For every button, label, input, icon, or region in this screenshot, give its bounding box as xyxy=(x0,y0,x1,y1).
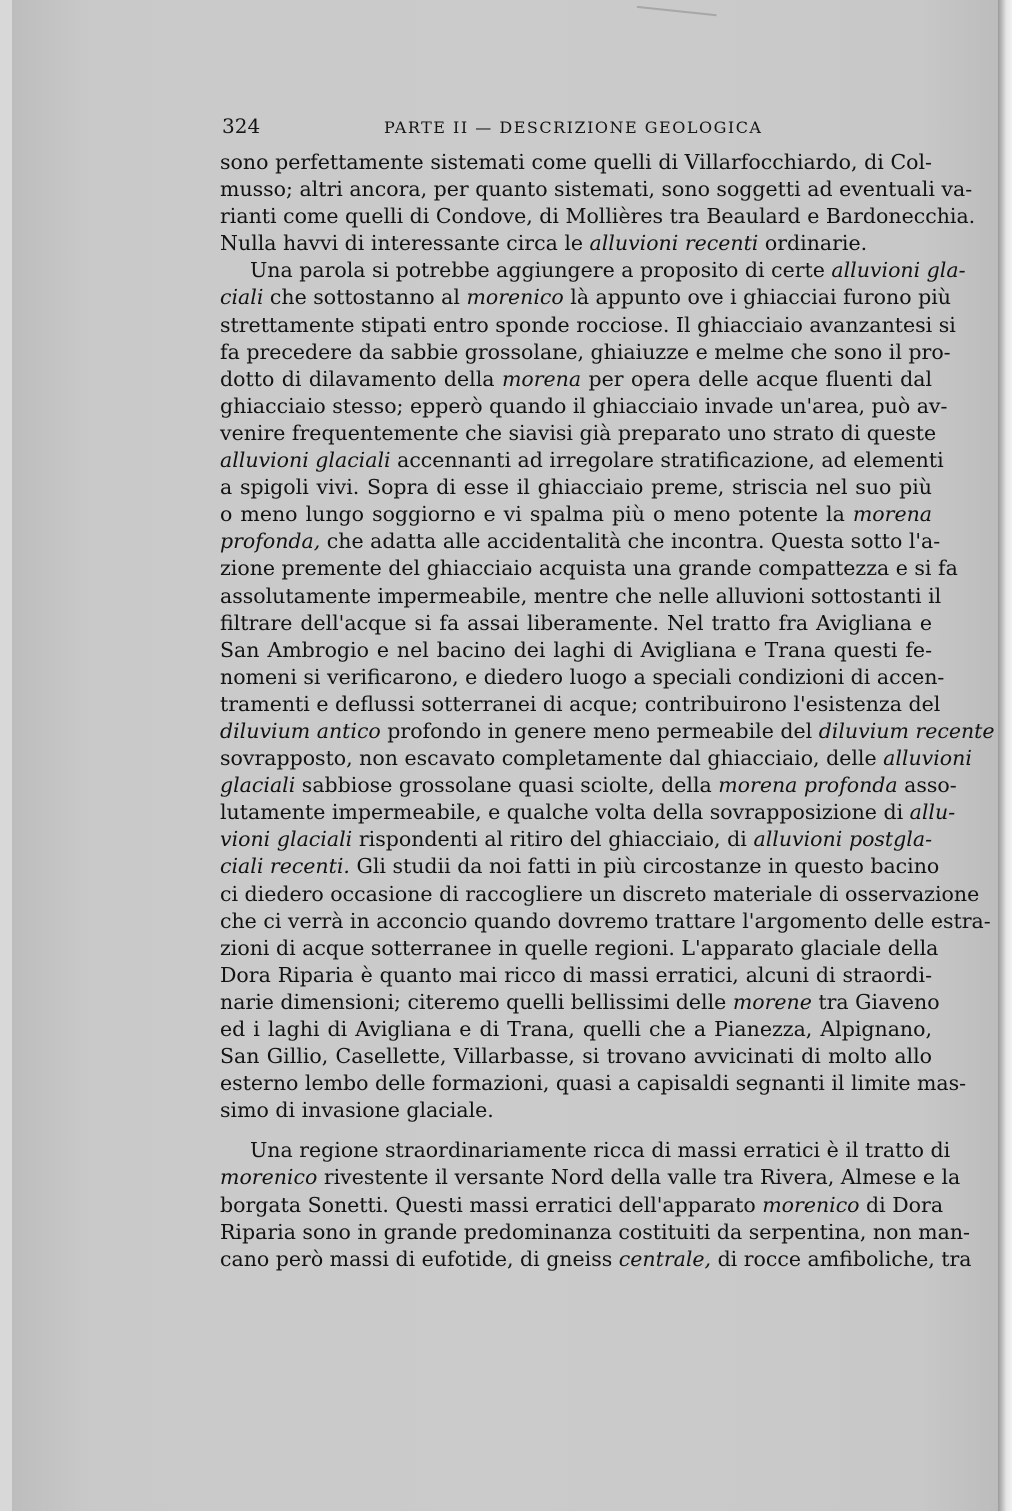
italic-term: glaciali xyxy=(220,773,296,798)
text-run: rispondenti al ritiro del ghiacciaio, di xyxy=(352,827,754,852)
text-line xyxy=(220,1246,972,1273)
italic-term: alluvioni recenti xyxy=(589,231,759,256)
text-line xyxy=(220,691,941,718)
italic-term: vioni glaciali xyxy=(220,827,353,852)
italic-term: morenico xyxy=(762,1192,860,1217)
text-run: asso- xyxy=(897,773,957,798)
italic-term: profonda, xyxy=(220,529,321,554)
text-run: che sottostanno al xyxy=(263,285,467,310)
text-line xyxy=(220,718,995,745)
text-run: lutamente impermeabile, e qualche volta della sovrapposizione di xyxy=(220,800,910,825)
text-line xyxy=(220,1070,967,1097)
italic-term: alluvioni glaciali xyxy=(220,448,391,473)
text-run: per opera delle acque fluenti dal xyxy=(581,366,932,391)
text-run: Gli studii da noi fatti in più circostanze in questo bacino xyxy=(349,854,940,879)
text-run: zioni di acque sotterranee in quelle regioni. L'apparato glaciale della xyxy=(220,935,939,960)
text-run: Una parola si potrebbe aggiungere a proposito di certe xyxy=(250,258,832,283)
italic-term: morenico xyxy=(220,1165,318,1190)
text-run: narie dimensioni; citeremo quelli bellissimi delle xyxy=(220,989,733,1014)
text-line xyxy=(220,826,932,853)
text-run: ci diedero occasione di raccogliere un discreto materiale di osservazione xyxy=(220,881,980,906)
italic-term: morenico xyxy=(466,285,564,310)
text-line xyxy=(220,393,948,420)
text-run: che adatta alle accidentalità che incontra. Questa sotto l'a- xyxy=(320,529,941,554)
text-line xyxy=(220,745,972,772)
text-run: simo di invasione glaciale. xyxy=(220,1098,494,1123)
text-line xyxy=(220,528,941,555)
text-line xyxy=(220,664,945,691)
text-run: musso; altri ancora, per quanto sistemati, sono soggetti ad eventuali va- xyxy=(220,177,973,202)
text-run: esterno lembo delle formazioni, quasi a capisaldi segnanti il limite mas- xyxy=(220,1071,967,1096)
page-header xyxy=(222,114,934,144)
left-page-edge xyxy=(0,0,12,1511)
text-run: sabbiose grossolane quasi sciolte, della xyxy=(295,773,719,798)
text-run: a spigoli vivi. Sopra di esse il ghiacciaio preme, striscia nel suo più xyxy=(220,475,932,500)
running-head: PARTE II — DESCRIZIONE GEOLOGICA xyxy=(384,118,763,137)
text-line xyxy=(220,1219,970,1246)
text-line xyxy=(220,962,932,989)
text-line xyxy=(220,312,956,339)
text-run: venire frequentemente che siavisi già preparato uno strato di queste xyxy=(220,420,937,445)
text-run: ed i laghi di Avigliana e di Trana, quelli che a Pianezza, Alpignano, xyxy=(220,1017,932,1041)
right-page-edge xyxy=(998,0,1012,1511)
italic-term: morena profonda xyxy=(718,773,898,798)
text-run: zione premente del ghiacciaio acquista una grande compattezza e si fa xyxy=(220,556,958,581)
text-run: assolutamente impermeabile, mentre che nelle alluvioni sottostanti il xyxy=(220,583,942,608)
text-run: tramenti e deflussi sotterranei di acque; contribuirono l'esistenza del xyxy=(220,691,941,716)
text-line xyxy=(220,1192,944,1219)
italic-term: alluvioni xyxy=(883,746,972,771)
text-line xyxy=(220,935,939,962)
italic-term: ciali recenti. xyxy=(220,854,350,879)
italic-term: alluvioni gla- xyxy=(831,258,966,283)
text-line xyxy=(220,772,957,799)
text-run: nomeni si verificarono, e diedero luogo a speciali condizioni di accen- xyxy=(220,664,945,689)
italic-term: alluvioni postgla- xyxy=(753,827,932,852)
text-run: San Ambrogio e nel bacino dei laghi di Avigliana e Trana questi fe- xyxy=(220,637,932,662)
italic-term: morena xyxy=(501,366,582,391)
text-run: rivestente il versante Nord della valle tra Rivera, Almese e la xyxy=(317,1165,961,1190)
page-number: 324 xyxy=(222,114,261,138)
italic-term: centrale, xyxy=(618,1246,712,1271)
text-run: sono perfettamente sistemati come quelli di Villarfocchiardo, di Col- xyxy=(220,150,932,174)
body-text xyxy=(220,149,995,1273)
text-run: profondo in genere meno permeabile del xyxy=(380,718,819,743)
text-run: sovrapposto, non escavato completamente dal ghiacciaio, delle xyxy=(220,746,884,771)
text-line xyxy=(220,149,932,176)
italic-term: diluvium recente xyxy=(818,718,995,743)
text-run: dotto di dilavamento della xyxy=(220,366,502,391)
text-line xyxy=(220,583,942,610)
text-line xyxy=(220,610,932,637)
text-run: che ci verrà in acconcio quando dovremo trattare l'argomento delle estra- xyxy=(220,908,991,933)
text-line xyxy=(220,1016,932,1043)
text-line xyxy=(220,1097,932,1124)
text-line xyxy=(220,1164,961,1191)
text-run: cano però massi di eufotide, di gneiss xyxy=(220,1246,619,1271)
text-line xyxy=(220,339,951,366)
text-run: strettamente stipati entro sponde rocciose. Il ghiacciaio avanzantesi si xyxy=(220,312,956,337)
text-run: di rocce amfiboliche, tra xyxy=(711,1246,972,1271)
text-line xyxy=(220,637,932,664)
text-line xyxy=(220,908,991,935)
text-line xyxy=(220,989,940,1016)
text-run: Dora Riparia è quanto mai ricco di massi erratici, alcuni di straordi- xyxy=(220,962,932,987)
text-run: rianti come quelli di Condove, di Mollières tra Beaulard e Bardonecchia. xyxy=(220,204,976,229)
italic-term: morena xyxy=(852,502,932,527)
text-line xyxy=(220,284,951,311)
text-run: Riparia sono in grande predominanza costituiti da serpentina, non man- xyxy=(220,1219,970,1244)
text-line xyxy=(220,474,932,501)
text-run: Nulla havvi di interessante circa le xyxy=(220,231,590,256)
text-run: filtrare dell'acque si fa assai liberamente. Nel tratto fra Avigliana e xyxy=(220,610,932,635)
text-run: borgata Sonetti. Questi massi erratici dell'apparato xyxy=(220,1192,763,1217)
text-run: ghiacciaio stesso; epperò quando il ghiacciaio invade un'area, può av- xyxy=(220,393,948,418)
text-line xyxy=(220,447,944,474)
text-line xyxy=(220,366,932,393)
text-line xyxy=(220,853,940,880)
text-line xyxy=(220,1137,951,1164)
text-run: tra Giaveno xyxy=(811,989,940,1014)
text-line xyxy=(220,420,937,447)
text-run: fa precedere da sabbie grossolane, ghiaiuzze e melme che sono il pro- xyxy=(220,339,951,364)
text-run: Una regione straordinariamente ricca di massi erratici è il tratto di xyxy=(250,1138,951,1163)
text-run: accennanti ad irregolare stratificazione, ad elementi xyxy=(390,448,944,473)
text-line xyxy=(220,176,973,203)
text-line xyxy=(220,501,932,528)
text-run: là appunto ove i ghiacciai furono più xyxy=(563,285,951,310)
italic-term: diluvium antico xyxy=(220,718,381,743)
text-run: San Gillio, Casellette, Villarbasse, si trovano avvicinati di molto allo xyxy=(220,1044,932,1069)
text-line xyxy=(220,257,966,284)
text-line xyxy=(220,1043,932,1070)
text-line xyxy=(220,799,956,826)
italic-term: ciali xyxy=(220,285,264,310)
text-run: ordinarie. xyxy=(758,231,868,256)
text-run: o meno lungo soggiorno e vi spalma più o meno potente la xyxy=(220,502,853,527)
text-line xyxy=(220,555,958,582)
italic-term: allu- xyxy=(909,800,956,825)
text-line xyxy=(220,881,980,908)
text-line xyxy=(220,203,976,230)
text-run: di Dora xyxy=(859,1192,944,1217)
italic-term: morene xyxy=(732,989,812,1014)
text-line xyxy=(220,230,932,257)
